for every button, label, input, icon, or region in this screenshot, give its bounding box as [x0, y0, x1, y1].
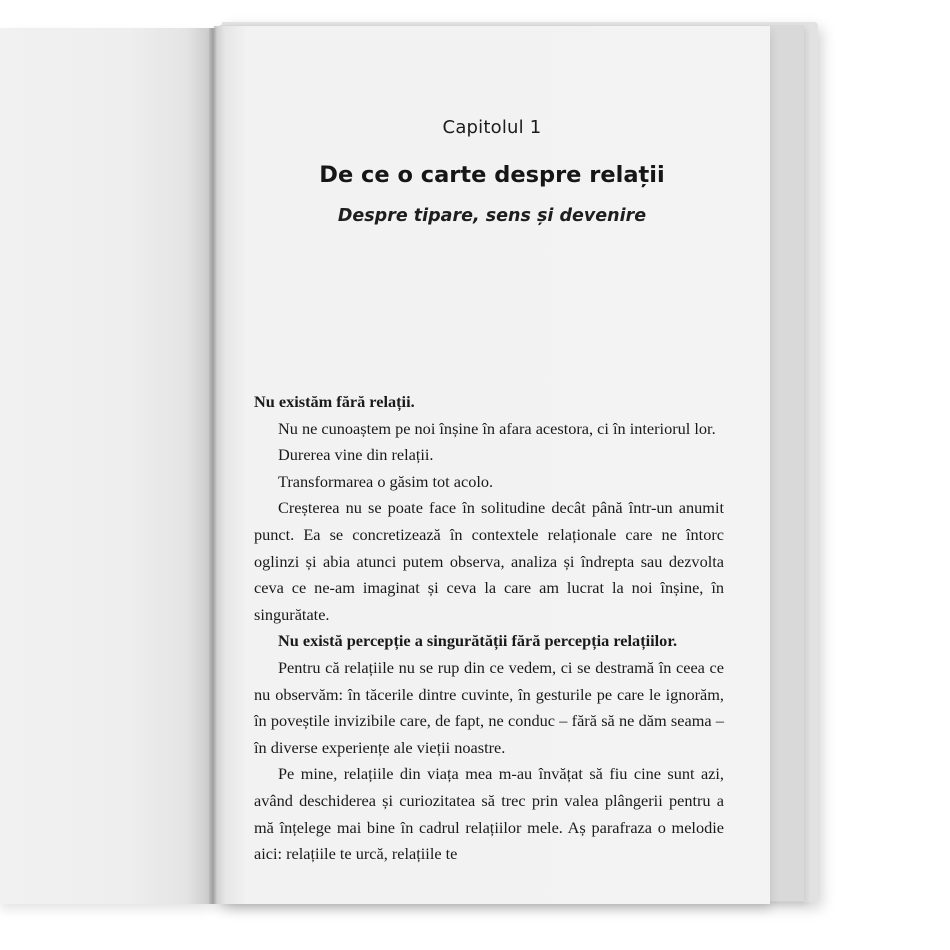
paragraph-3: Durerea vine din relații. [278, 445, 434, 465]
paragraph-1: Nu existăm fără relații. [254, 392, 415, 411]
paragraph-7: Pentru că relațiile nu se rup din ce vedem, ci se destramă în ceea ce nu observăm: în tăcerile dintre cuvinte, în gesturile pe care le ignorăm, în poveștile invizibile care, de fapt, ne conduc – fără să ne dăm seama – în diverse experiențe ale vieții noastre. [254, 657, 724, 757]
left-page [0, 28, 212, 904]
book-spine [209, 28, 217, 904]
paragraph-2: Nu ne cunoaștem pe noi înșine în afara acestora, ci în interiorul lor. [278, 418, 716, 438]
chapter-title: De ce o carte despre relații [319, 162, 665, 188]
paragraph-8: Pe mine, relațiile din viața mea m-au învățat să fiu cine sunt azi, având deschiderea și curiozitatea să trec prin valea plângerii pentru a mă înțelege mai bine în cadrul relațiilor mele. Aș parafraza o melodie aici: relațiile te urcă, relațiile te [254, 764, 724, 864]
chapter-body [254, 389, 724, 868]
chapter-label: Capitolul 1 [442, 117, 542, 138]
paragraph-4: Transformarea o găsim tot acolo. [278, 471, 494, 491]
paragraph-5: Creșterea nu se poate face în solitudine decât până într-un anumit punct. Ea se concretizează în contextele relaționale care ne întorc oglinzi și abia atunci putem observa, analiza și îndrepta sau dezvolta ceva ce ne-am imaginat și ceva la care am lucrat la noi înșine, în singurătate. [254, 498, 724, 624]
chapter-subtitle: Despre tipare, sens și devenire [337, 206, 647, 226]
paragraph-6: Nu există percepție a singurătății fără percepția relațiilor. [278, 631, 678, 651]
